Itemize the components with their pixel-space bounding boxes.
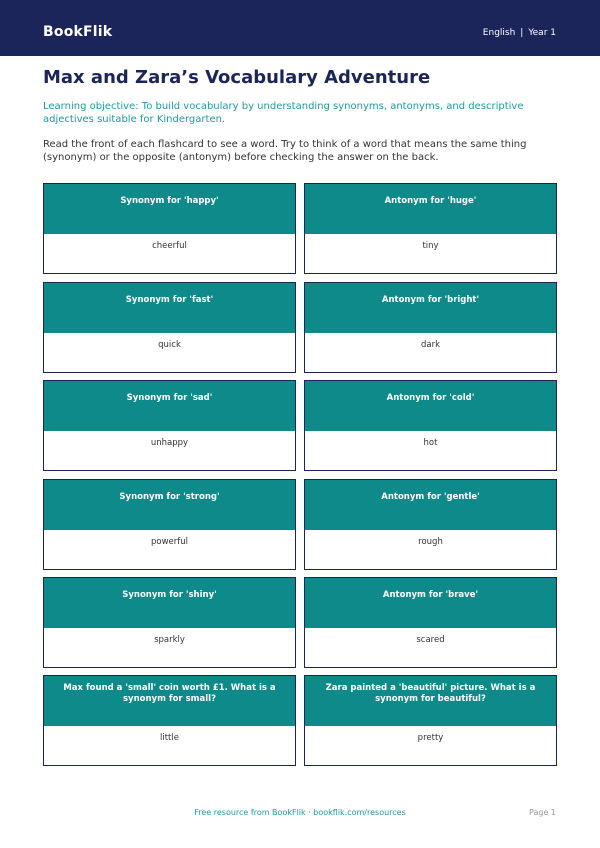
page-title: Max and Zara’s Vocabulary Adventure bbox=[43, 67, 431, 88]
flashcard-front: Synonym for 'strong' bbox=[44, 480, 295, 530]
flashcard[interactable] bbox=[304, 183, 557, 274]
flashcard-back: hot bbox=[423, 438, 438, 448]
header-meta bbox=[483, 27, 556, 39]
flashcard-front: Synonym for 'happy' bbox=[44, 184, 295, 234]
flashcard[interactable] bbox=[43, 577, 296, 668]
flashcard[interactable] bbox=[43, 380, 296, 471]
flashcard-front: Antonym for 'huge' bbox=[305, 184, 556, 234]
brand-logo-text[interactable]: BookFlik bbox=[43, 24, 113, 40]
flashcard-back: little bbox=[160, 733, 179, 743]
flashcard-back: tiny bbox=[422, 241, 439, 251]
flashcard-back: rough bbox=[418, 537, 443, 547]
flashcard[interactable] bbox=[304, 479, 557, 570]
page-number: Page 1 bbox=[529, 808, 556, 817]
instructions-text: Read the front of each flashcard to see a word. Try to think of a word that means the same thing (synonym) or the opposite (antonym) before checking the answer on the back. bbox=[43, 139, 527, 163]
flashcard-back: unhappy bbox=[150, 438, 189, 448]
flashcard[interactable] bbox=[304, 380, 557, 471]
flashcard[interactable] bbox=[43, 479, 296, 570]
flashcard-back: cheerful bbox=[152, 241, 187, 251]
flashcard-front: Antonym for 'gentle' bbox=[305, 480, 556, 530]
flashcard-back: pretty bbox=[417, 733, 444, 743]
flashcard-front: Antonym for 'cold' bbox=[305, 381, 556, 431]
meta-separator: | bbox=[520, 28, 524, 38]
flashcard-front: Antonym for 'bright' bbox=[305, 283, 556, 333]
page-header bbox=[0, 0, 600, 56]
flashcard-front: Max found a 'small' coin worth £1. What is a synonym for small? bbox=[44, 676, 295, 726]
flashcard[interactable] bbox=[43, 183, 296, 274]
flashcard[interactable] bbox=[304, 577, 557, 668]
flashcard-front: Synonym for 'sad' bbox=[44, 381, 295, 431]
flashcard[interactable] bbox=[304, 282, 557, 373]
flashcard[interactable] bbox=[43, 675, 296, 766]
flashcard-front: Synonym for 'shiny' bbox=[44, 578, 295, 628]
flashcard[interactable] bbox=[43, 282, 296, 373]
flashcard-back: powerful bbox=[150, 537, 188, 547]
flashcard-back: dark bbox=[420, 340, 441, 350]
flashcard-front: Synonym for 'fast' bbox=[44, 283, 295, 333]
footer-credit[interactable]: Free resource from BookFlik · bookflik.com/resources bbox=[194, 808, 406, 817]
learning-objective: Learning objective: To build vocabulary by understanding synonyms, antonyms, and descriptive adjectives suitable for Kindergarten. bbox=[43, 101, 524, 125]
flashcard-front: Antonym for 'brave' bbox=[305, 578, 556, 628]
year-label: Year 1 bbox=[528, 28, 556, 38]
flashcard-front: Zara painted a 'beautiful' picture. What is a synonym for beautiful? bbox=[305, 676, 556, 726]
flashcard[interactable] bbox=[304, 675, 557, 766]
flashcard-back: scared bbox=[416, 635, 445, 645]
flashcard-back: quick bbox=[158, 340, 181, 350]
flashcard-back: sparkly bbox=[154, 635, 185, 645]
language-label: English bbox=[482, 28, 516, 38]
